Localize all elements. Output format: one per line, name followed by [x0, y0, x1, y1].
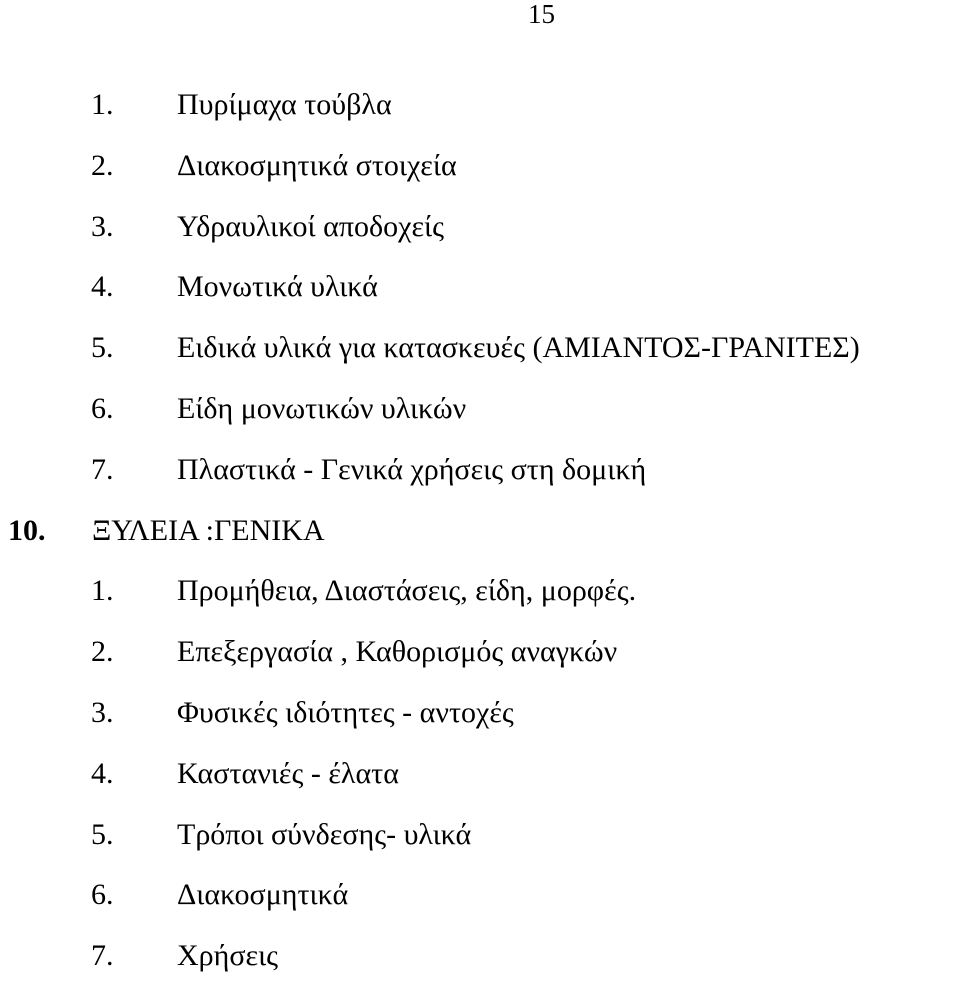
list-item — [0, 209, 960, 270]
list-item — [0, 452, 960, 513]
list-item-text: Διακοσμητικά στοιχεία — [177, 148, 457, 182]
list-item-number: 1. — [91, 88, 114, 121]
page-number: 15 — [528, 0, 555, 29]
list-item-number: 7. — [91, 939, 114, 973]
list-item-text: Μονωτικά υλικά — [177, 270, 378, 304]
list-item-number: 4. — [91, 756, 114, 790]
list-item — [0, 573, 960, 634]
list-item-number: 5. — [91, 331, 114, 365]
list-item — [0, 87, 960, 148]
list-item-number: 5. — [91, 817, 114, 851]
list-item-text: Καστανιές - έλατα — [177, 756, 399, 790]
list-item — [0, 938, 960, 999]
list-item-text: Υδραυλικοί αποδοχείς — [177, 209, 444, 243]
list-item — [0, 330, 960, 391]
list-item-number: 7. — [91, 452, 114, 486]
list-item — [0, 634, 960, 695]
list-item-text: Χρήσεις — [177, 939, 279, 973]
list-item-number: 3. — [91, 695, 114, 729]
list-item — [0, 695, 960, 756]
list-item — [0, 756, 960, 817]
list-item — [0, 148, 960, 209]
list-item-text: Διακοσμητικά — [177, 878, 349, 912]
list-item-number: 1. — [91, 574, 114, 608]
list-item-number: 2. — [91, 148, 114, 182]
document-list — [0, 87, 960, 999]
list-item-number: 6. — [91, 391, 114, 425]
list-item — [0, 391, 960, 452]
list-item-text: Επεξεργασία , Καθορισμός αναγκών — [177, 635, 618, 669]
list-item-number: 6. — [91, 878, 114, 912]
list-item-text: Είδη μονωτικών υλικών — [177, 391, 467, 425]
section-heading — [0, 513, 960, 574]
list-item-text: Πλαστικά - Γενικά χρήσεις στη δομική — [177, 452, 647, 486]
section-heading-text: ΞΥΛΕΙΑ :ΓΕΝΙΚΑ — [92, 513, 325, 547]
list-item — [0, 269, 960, 330]
section-heading-number: 10. — [8, 513, 46, 547]
list-item-number: 4. — [91, 270, 114, 304]
list-item — [0, 817, 960, 878]
list-item-number: 2. — [91, 635, 114, 669]
list-item-text: Φυσικές ιδιότητες - αντοχές — [177, 695, 514, 729]
list-item-text: Πυρίμαχα τούβλα — [177, 88, 392, 121]
list-item — [0, 877, 960, 938]
list-item-text: Ειδικά υλικά για κατασκευές (ΑΜΙΑΝΤΟΣ-ΓΡΑΝΙΤΕΣ) — [177, 331, 860, 365]
list-item-number: 3. — [91, 209, 114, 243]
list-item-text: Τρόποι σύνδεσης- υλικά — [177, 817, 472, 851]
list-item-text: Προμήθεια, Διαστάσεις, είδη, μορφές. — [177, 574, 637, 608]
